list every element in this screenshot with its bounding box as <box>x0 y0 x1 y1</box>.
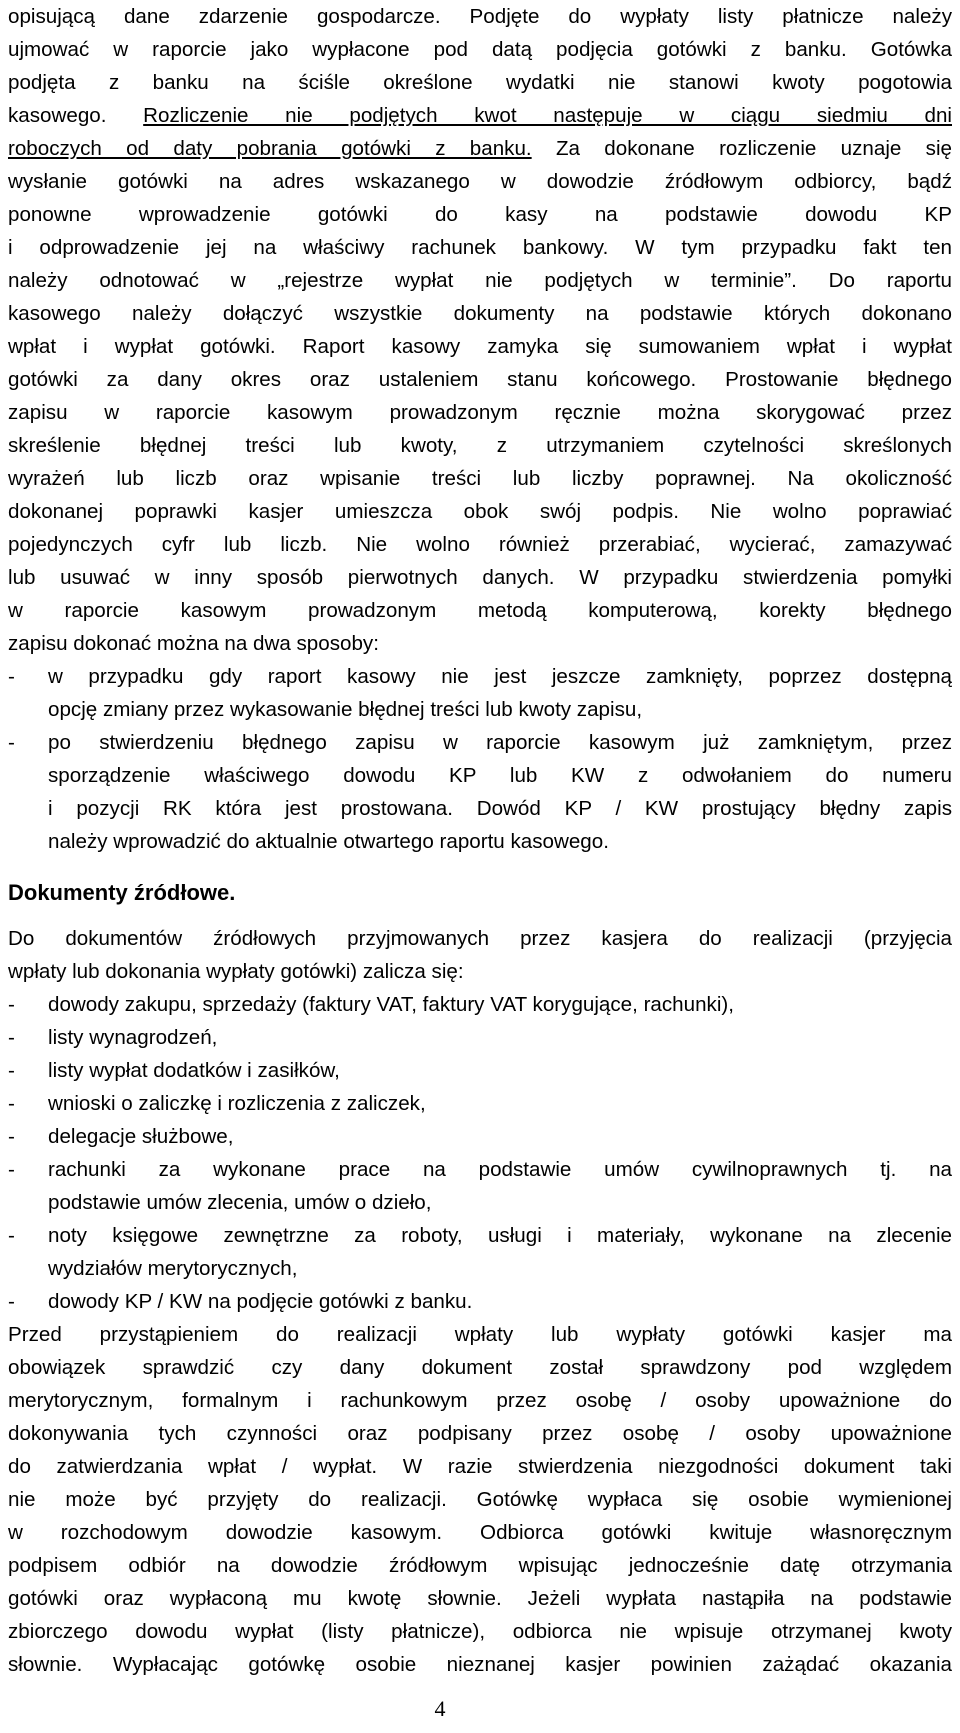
list-item-text: dowody KP / KW na podjęcie gotówki z banku. <box>48 1290 473 1313</box>
list-item-text: listy wynagrodzeń, <box>48 1026 218 1049</box>
text-line: ujmować w raporcie jako wypłacone pod datą podjęcia gotówki z banku. Gotówka <box>8 38 952 61</box>
text-line: opisującą dane zdarzenie gospodarcze. Podjęte do wypłaty listy płatnicze należy <box>8 5 952 28</box>
list-bullet: - <box>8 1158 15 1181</box>
list-item-text: i pozycji RK która jest prostowana. Dowód KP / KW prostujący błędny zapis <box>48 797 952 820</box>
list-item-text: po stwierdzeniu błędnego zapisu w raporcie kasowym już zamkniętym, przez <box>48 731 952 754</box>
text-line: i odprowadzenie jej na właściwy rachunek bankowy. W tym przypadku fakt ten <box>8 236 952 259</box>
list-item-text: delegacje służbowe, <box>48 1125 234 1148</box>
page-number: 4 <box>434 1696 446 1721</box>
list-item-text: w przypadku gdy raport kasowy nie jest jeszcze zamknięty, poprzez dostępną <box>48 665 952 688</box>
text-line: nie może być przyjęty do realizacji. Gotówkę wypłaca się osobie wymienionej <box>8 1488 952 1511</box>
text-line: dokonywania tych czynności oraz podpisany przez osobę / osoby upoważnione <box>8 1422 952 1445</box>
text-line: kasowego należy dołączyć wszystkie dokumenty na podstawie których dokonano <box>8 302 952 325</box>
text-line: w raporcie kasowym prowadzonym metodą komputerową, korekty błędnego <box>8 599 952 622</box>
list-bullet: - <box>8 1290 15 1313</box>
text-line: pojedynczych cyfr lub liczb. Nie wolno również przerabiać, wycierać, zamazywać <box>8 533 952 556</box>
list-item-text: podstawie umów zlecenia, umów o dzieło, <box>48 1191 432 1214</box>
list-item-text: sporządzenie właściwego dowodu KP lub KW z odwołaniem do numeru <box>48 764 952 787</box>
text-line: należy odnotować w „rejestrze wypłat nie podjętych w terminie”. Do raportu <box>8 269 952 292</box>
text-line: wyrażeń lub liczb oraz wpisanie treści lub liczby poprawnej. Na okoliczność <box>8 467 952 490</box>
list-bullet: - <box>8 993 15 1016</box>
text-fragment: kasowego. <box>8 104 144 127</box>
text-line: ponowne wprowadzenie gotówki do kasy na podstawie dowodu KP <box>8 203 952 226</box>
list-item-text: noty księgowe zewnętrzne za roboty, usługi i materiały, wykonane na zlecenie <box>48 1224 952 1247</box>
text-line: do zatwierdzania wpłat / wypłat. W razie stwierdzenia niezgodności dokument taki <box>8 1455 952 1478</box>
list-item-text: opcję zmiany przez wykasowanie błędnej treści lub kwoty zapisu, <box>48 698 643 721</box>
list-bullet: - <box>8 1092 15 1115</box>
text-line: zapisu w raporcie kasowym prowadzonym ręcznie można skorygować przez <box>8 401 952 424</box>
underlined-text: Rozliczenie nie podjętych kwot następuje w ciągu siedmiu dni <box>143 104 952 127</box>
text-line: podpisem odbiór na dowodzie źródłowym wpisując jednocześnie datę otrzymania <box>8 1554 952 1577</box>
list-bullet: - <box>8 1224 15 1247</box>
list-item-text: wydziałów merytorycznych, <box>48 1257 298 1280</box>
list-bullet: - <box>8 665 15 688</box>
text-fragment: Za dokonane rozliczenie uznaje się <box>531 137 952 160</box>
list-bullet: - <box>8 1059 15 1082</box>
text-line: wpłat i wypłat gotówki. Raport kasowy zamyka się sumowaniem wpłat i wypłat <box>8 335 952 358</box>
text-line: wysłanie gotówki na adres wskazanego w dowodzie źródłowym odbiorcy, bądź <box>8 170 952 193</box>
text-line: zbiorczego dowodu wypłat (listy płatnicze), odbiorca nie wpisuje otrzymanej kwoty <box>8 1620 952 1643</box>
text-line: zapisu dokonać można na dwa sposoby: <box>8 632 379 655</box>
text-line: skreślenie błędnej treści lub kwoty, z utrzymaniem czytelności skreślonych <box>8 434 952 457</box>
text-line: gotówki za dany okres oraz ustaleniem stanu końcowego. Prostowanie błędnego <box>8 368 952 391</box>
text-line: w rozchodowym dowodzie kasowym. Odbiorca gotówki kwituje własnoręcznym <box>8 1521 952 1544</box>
list-bullet: - <box>8 731 15 754</box>
list-bullet: - <box>8 1026 15 1049</box>
underlined-text: roboczych od daty pobrania gotówki z banku. <box>8 137 532 160</box>
list-item-text: rachunki za wykonane prace na podstawie umów cywilnoprawnych tj. na <box>48 1158 952 1181</box>
text-line: słownie. Wypłacając gotówkę osobie nieznanej kasjer powinien zażądać okazania <box>8 1653 952 1676</box>
text-line: Przed przystąpieniem do realizacji wpłaty lub wypłaty gotówki kasjer ma <box>8 1323 952 1346</box>
list-bullet: - <box>8 1125 15 1148</box>
text-line <box>8 99 952 132</box>
text-line <box>8 132 952 165</box>
list-item-text: listy wypłat dodatków i zasiłków, <box>48 1059 340 1082</box>
text-line: dokonanej poprawki kasjer umieszcza obok swój podpis. Nie wolno poprawiać <box>8 500 952 523</box>
text-line: obowiązek sprawdzić czy dany dokument został sprawdzony pod względem <box>8 1356 952 1379</box>
text-line: podjęta z banku na ściśle określone wydatki nie stanowi kwoty pogotowia <box>8 71 952 94</box>
list-item-text: należy wprowadzić do aktualnie otwartego raportu kasowego. <box>48 830 609 853</box>
text-line: gotówki oraz wypłaconą mu kwotę słownie. Jeżeli wypłata nastąpiła na podstawie <box>8 1587 952 1610</box>
text-line: merytorycznym, formalnym i rachunkowym przez osobę / osoby upoważnione do <box>8 1389 952 1412</box>
list-item-text: wnioski o zaliczkę i rozliczenia z zaliczek, <box>48 1092 426 1115</box>
section-heading: Dokumenty źródłowe. <box>8 880 236 905</box>
text-line: wpłaty lub dokonania wypłaty gotówki) zalicza się: <box>8 960 464 983</box>
text-line: lub usuwać w inny sposób pierwotnych danych. W przypadku stwierdzenia pomyłki <box>8 566 952 589</box>
list-item-text: dowody zakupu, sprzedaży (faktury VAT, faktury VAT korygujące, rachunki), <box>48 993 734 1016</box>
text-line: Do dokumentów źródłowych przyjmowanych przez kasjera do realizacji (przyjęcia <box>8 927 952 950</box>
